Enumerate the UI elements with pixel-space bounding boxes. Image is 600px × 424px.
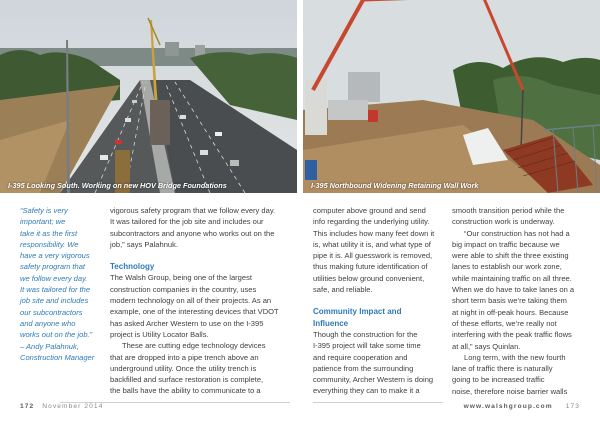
text-line: vigorous safety program that we follow every day. xyxy=(110,206,276,215)
text-line: info regarding the underlying utility. xyxy=(313,217,430,227)
footer-right xyxy=(464,403,580,413)
pull-quote-line: we follow every day. xyxy=(20,273,88,283)
text-line: backfilled and surface restoration is complete, xyxy=(110,375,264,385)
footer-left xyxy=(20,403,103,413)
text-line: safe, and reliable. xyxy=(313,285,373,295)
text-line: This includes how many feet down it xyxy=(313,228,435,238)
pull-quote xyxy=(20,205,108,363)
pull-quote-line: responsibility. We xyxy=(20,239,79,249)
pull-quote-line: works out on the job.” xyxy=(20,330,93,340)
article-column-2 xyxy=(313,205,447,397)
pull-quote-line: “Safety is very xyxy=(20,206,68,215)
pull-quote-line: job site and includes xyxy=(20,296,89,306)
text-line: at all,” says Quinlan. xyxy=(452,341,521,351)
text-line: lane of traffic there is naturally xyxy=(452,364,553,374)
text-line: and require cooperation and xyxy=(313,352,408,362)
text-line: utilities below ground convenient, xyxy=(313,273,425,283)
text-line: while maintaining traffic on all three. xyxy=(452,273,572,283)
text-line: These are cutting edge technology devices xyxy=(122,341,266,351)
text-line: everything they can to make it a xyxy=(313,386,420,396)
text-line: thus making future identification of xyxy=(313,262,428,272)
text-line: When we do have to take lanes on a xyxy=(452,285,575,295)
pull-quote-line: and anyone who xyxy=(20,318,76,328)
article-column-1 xyxy=(110,205,288,397)
text-line: that are dropped into a pipe trench above an xyxy=(110,352,259,362)
highway-photo-illustration xyxy=(0,0,297,193)
text-line: The Walsh Group, being one of the largest xyxy=(110,273,252,283)
text-line: were able to shift the three existing xyxy=(452,251,569,261)
text-line: interfering with the peak traffic flows xyxy=(452,330,572,340)
text-line: example, one of the interesting devices that VDOT xyxy=(110,307,279,317)
website-link[interactable]: www.walshgroup.com xyxy=(463,403,553,410)
text-line: Long term, with the new fourth xyxy=(464,352,566,362)
pull-quote-line: safety program that xyxy=(20,262,86,272)
construction-photo-illustration xyxy=(303,0,600,193)
text-line: It was tailored for the job site and includes our xyxy=(110,217,264,227)
heading-line: Influence xyxy=(313,318,349,328)
photo-caption-left: I-395 Looking South. Working on new HOV Bridge Foundations xyxy=(8,181,227,190)
text-line: lanes to establish our work zone, xyxy=(452,262,562,272)
pull-quote-line: our subcontractors xyxy=(20,307,83,317)
pull-quote-attribution: – Andy Palahnuk, xyxy=(20,341,79,351)
pull-quote-line: It was tailored for the xyxy=(20,285,91,295)
text-line: has asked Archer Western to use on the I-395 xyxy=(110,318,264,328)
text-line: “Our construction has not had a xyxy=(464,228,570,238)
heading-line: Community Impact and xyxy=(313,307,402,317)
section-heading-community xyxy=(313,306,447,317)
text-line: project is Utility Locator Balls. xyxy=(110,329,209,339)
text-line: modern technology on all of their projects. As an xyxy=(110,296,272,306)
text-line: Though the construction for the xyxy=(313,329,418,339)
text-line: going to be increased traffic xyxy=(452,375,545,385)
text-line: smooth transition period while the xyxy=(452,206,565,215)
text-line: job,” says Palahnuk. xyxy=(110,239,178,249)
pull-quote-line: have a very vigorous xyxy=(20,251,90,261)
text-line: patience from the surrounding xyxy=(313,363,414,373)
text-line: pipe it is. All guesswork is removed, xyxy=(313,251,433,261)
text-line: at night in off-peak hours. Because xyxy=(452,307,569,317)
page-number-left: 172 xyxy=(20,403,35,410)
section-heading-technology: Technology xyxy=(110,262,155,272)
pull-quote-title: Construction Manager xyxy=(20,352,95,362)
text-line: short term basis we’re taking them xyxy=(452,296,567,306)
article-column-3 xyxy=(452,205,580,397)
issue-date: November 2014 xyxy=(42,403,104,410)
text-line: of these efforts, we’re really not xyxy=(452,318,557,328)
photo-highway-south xyxy=(0,0,297,193)
pull-quote-line: take it as the first xyxy=(20,228,78,238)
text-line: community, Archer Western is doing xyxy=(313,375,434,385)
photo-caption-right: I-395 Northbound Widening Retaining Wall Work xyxy=(311,181,479,190)
text-line: underground utility. Once the utility trench is xyxy=(110,363,257,373)
footer-rule-right xyxy=(313,402,443,403)
page-number-right: 173 xyxy=(565,403,580,410)
text-line: construction companies in the country, uses xyxy=(110,284,257,294)
pull-quote-line: important; we xyxy=(20,217,66,227)
text-line: noise, therefore noise barrier walls xyxy=(452,386,568,396)
photo-retaining-wall xyxy=(303,0,600,193)
text-line: subcontractors and anyone who works out on the xyxy=(110,228,275,238)
text-line: construction work is underway. xyxy=(452,217,555,227)
text-line: big impact on traffic because we xyxy=(452,239,560,249)
text-line: is, what utility it is, and what type of xyxy=(313,239,431,249)
text-line: the balls have the ability to communicate to a xyxy=(110,386,261,396)
text-line: I-395 project will take some time xyxy=(313,341,421,351)
text-line: computer above ground and send xyxy=(313,206,426,215)
